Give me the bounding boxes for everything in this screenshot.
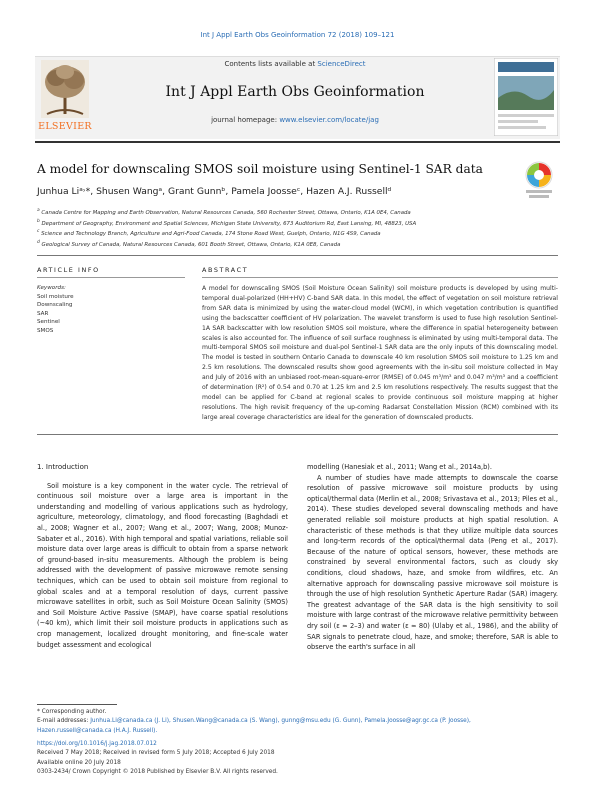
- affiliation-text: Geological Survey of Canada, Natural Resources Canada, 601 Booth Street, Ottawa, Ontario, K1A 0E8, Canada: [41, 241, 341, 248]
- journal-cover-thumbnail-icon: [494, 58, 558, 136]
- article-title: A model for downscaling SMOS soil moisture using Sentinel-1 SAR data: [37, 162, 483, 176]
- homepage-prefix: journal homepage:: [211, 116, 280, 124]
- email-links[interactable]: Junhua.Li@canada.ca (J. Li), Shusen.Wang@canada.ca (S. Wang), gunng@msu.edu (G. Gunn), Pamela.Joosse@agr.gc.ca (P. Joosse),: [90, 718, 471, 725]
- journal-name: Int J Appl Earth Obs Geoinformation: [165, 84, 425, 100]
- corresponding-author-note: * Corresponding author.: [37, 709, 107, 715]
- body-paragraph: A number of studies have made attempts to downscale the coarse resolution of passive microwave soil moisture products by using optical/thermal data (Merlin et al., 2008; Srivastava et al., 2013; Piles et al., 2014). These studies developed several downscaling methods and have generated reliable soil moisture products at high spatial resolution. A characteristic of these methods is that they utilize multiple data sources and long-term records of the optical/thermal data (Peng et al., 2017). Because of the nature of optical sensors, however, these methods are constrained by several environmental factors, such as cloudy sky conditions, cloud shadows, haze, and smoke from wildfires, etc. An alternative approach for downscaling passive microwave soil moisture is through the use of high resolution Synthetic Aperture Radar (SAR) imagery. The greatest advantage of the SAR data is the high sensitivity to soil moisture with large contrast of the microwave relative permittivity between dry soil (ε ≈ 2–3) and water (ε ≈ 80) (Ulaby et al., 1986), and the ability of SAR signals to penetrate cloud, haze, and smoke; therefore, SAR is able to observe the earth's surface in all: [307, 473, 558, 652]
- publisher-logo-text: ELSEVIER: [38, 121, 92, 132]
- affiliation-marker: a: [37, 208, 40, 213]
- body-column-right: [307, 462, 558, 653]
- copyright-line: 0303-2434/ Crown Copyright © 2018 Published by Elsevier B.V. All rights reserved.: [37, 769, 278, 776]
- affiliation-text: Department of Geography, Environment and Spatial Sciences, Michigan State University, 673 Auditorium Rd, East Lansing, MI, 48823, USA: [41, 220, 417, 227]
- section-divider: [37, 434, 558, 435]
- journal-homepage-line: [100, 116, 490, 124]
- check-for-updates-badge-icon[interactable]: [522, 160, 556, 200]
- sciencedirect-link[interactable]: ScienceDirect: [317, 60, 366, 68]
- article-info-divider: [37, 277, 185, 278]
- affiliation-item: [37, 228, 497, 239]
- affiliation-item: [37, 207, 497, 218]
- publication-info: [37, 740, 557, 778]
- abstract-text: A model for downscaling SMOS (Soil Moisture Ocean Salinity) soil moisture products is developed by using multi-temporal dual-polarized (HH+HV) C-band SAR data. In this model, the effect of vegetation on soil moisture retrieval from SAR data is minimized by using the water-cloud model (WCM), in which vegetation contribution is quantified using the backscatter coefficient of HV polarization. The wavelet transform is used to fuse high resolution Sentinel-1A SAR backscatter with low resolution SMOS soil moisture, where the difference in spatial heterogeneity between scales is also accounted for. The influence of soil surface roughness is eliminated by using multi-temporal data. The multi-temporal SMOS soil moisture and dual-pol Sentinel-1 SAR data are the only inputs of this downscaling model. The model is tested in southern Ontario Canada to downscale 40 km resolution SMOS soil moisture to 1.25 km and 2.5 km resolutions. The downscaled results show good agreements with the in-situ soil moisture collected in May and July of 2016 with an unbiased root-mean-square-error (RMSE) of 0.045 m³/m³ and 0.047 m³/m³ and a coefficient of determination (R²) of 0.54 and 0.70 at 1.25 km and 2.5 km resolutions respectively. The results suggest that the model can be applied for C-band at regional scales to provide continuous soil moisture mapping at higher resolutions. The high revisit frequency of the up-coming Radarsat Constellation Mission (RCM) combined with its large areal coverage characteristics are ideal for the generation of downscaled products.: [202, 285, 558, 421]
- keyword-item: Sentinel: [37, 319, 60, 325]
- header-divider: [35, 141, 560, 143]
- affiliation-text: Canada Centre for Mapping and Earth Observation, Natural Resources Canada, 560 Rochester Street, Ottawa, Ontario, K1A 0E4, Canada: [41, 209, 411, 216]
- keyword-item: SMOS: [37, 327, 54, 334]
- email-addresses-line: [37, 717, 557, 726]
- footnotes: [37, 708, 557, 736]
- email-links-continued[interactable]: Hazen.russell@canada.ca (H.A.J. Russell).: [37, 727, 158, 734]
- affiliation-item: [37, 218, 497, 229]
- footnote-divider: [37, 704, 117, 705]
- abstract-divider: [202, 277, 558, 278]
- abstract-heading: ABSTRACT: [202, 266, 249, 274]
- article-info-heading: ARTICLE INFO: [37, 266, 100, 274]
- section-divider: [37, 255, 558, 256]
- keyword-item: Downscaling: [37, 302, 73, 308]
- keywords-label: Keywords:: [37, 285, 66, 291]
- affiliation-marker: d: [37, 239, 40, 245]
- affiliation-marker: b: [37, 218, 40, 224]
- affiliation-text: Science and Technology Branch, Agriculture and Agri-Food Canada, 174 Stone Road West, Guelph, Ontario, N1G 4S9, Canada: [41, 230, 381, 237]
- body-paragraph: Soil moisture is a key component in the water cycle. The retrieval of continuous soil moisture over a large area is important in the understanding and modelling of various applications such as hydrology, agriculture, meteorology, climatology, and flood forecasting (Baghdadi et al., 2008; Wagner et al., 2007; Wang et al., 2007; Wang, 2008; Munoz-Sabater et al., 2016). With high temporal and spatial variations, reliable soil moisture data over large areas is difficult to obtain from a sparse network of ground-based in-situ measurements. Although the problem is being addressed with the development of passive microwave remote sensing techniques, which can be used to obtain soil moisture from regional to global scales and at a temporal resolution of days, current passive microwave satellites in orbit, such as Soil Moisture Ocean Salinity (SMOS) and Soil Moisture Active Passive (SMAP), have coarse spatial resolutions (~40 km), which limit their soil moisture products in applications such as crop management, localized drought monitoring, and fine-scale water budget assessment and ecological: [37, 481, 288, 649]
- affiliation-list: [37, 207, 497, 249]
- keyword-item: SAR: [37, 310, 49, 317]
- email-label: E-mail addresses:: [37, 718, 91, 725]
- journal-citation-line[interactable]: Int J Appl Earth Obs Geoinformation 72 (2018) 109–121: [200, 31, 395, 39]
- affiliation-item: [37, 239, 497, 250]
- doi-link[interactable]: https://doi.org/10.1016/j.jag.2018.07.012: [37, 741, 157, 747]
- received-dates: Received 7 May 2018; Received in revised form 5 July 2018; Accepted 6 July 2018: [37, 750, 275, 757]
- body-column-left: [37, 462, 288, 650]
- homepage-link[interactable]: www.elsevier.com/locate/jag: [279, 116, 379, 124]
- contents-available-line: [100, 60, 490, 68]
- keywords-block: [37, 284, 177, 335]
- body-paragraph-continuation: modelling (Hanesiak et al., 2011; Wang et al., 2014a,b).: [307, 463, 492, 471]
- available-online-date: Available online 20 July 2018: [37, 759, 121, 766]
- introduction-heading: 1. Introduction: [37, 463, 89, 471]
- contents-prefix: Contents lists available at: [224, 60, 318, 68]
- affiliation-marker: c: [37, 229, 40, 235]
- keyword-item: Soil moisture: [37, 293, 74, 300]
- author-list: Junhua Liᵃ˒*, Shusen Wangᵃ, Grant Gunnᵇ, Pamela Joosseᶜ, Hazen A.J. Russellᵈ: [37, 186, 392, 197]
